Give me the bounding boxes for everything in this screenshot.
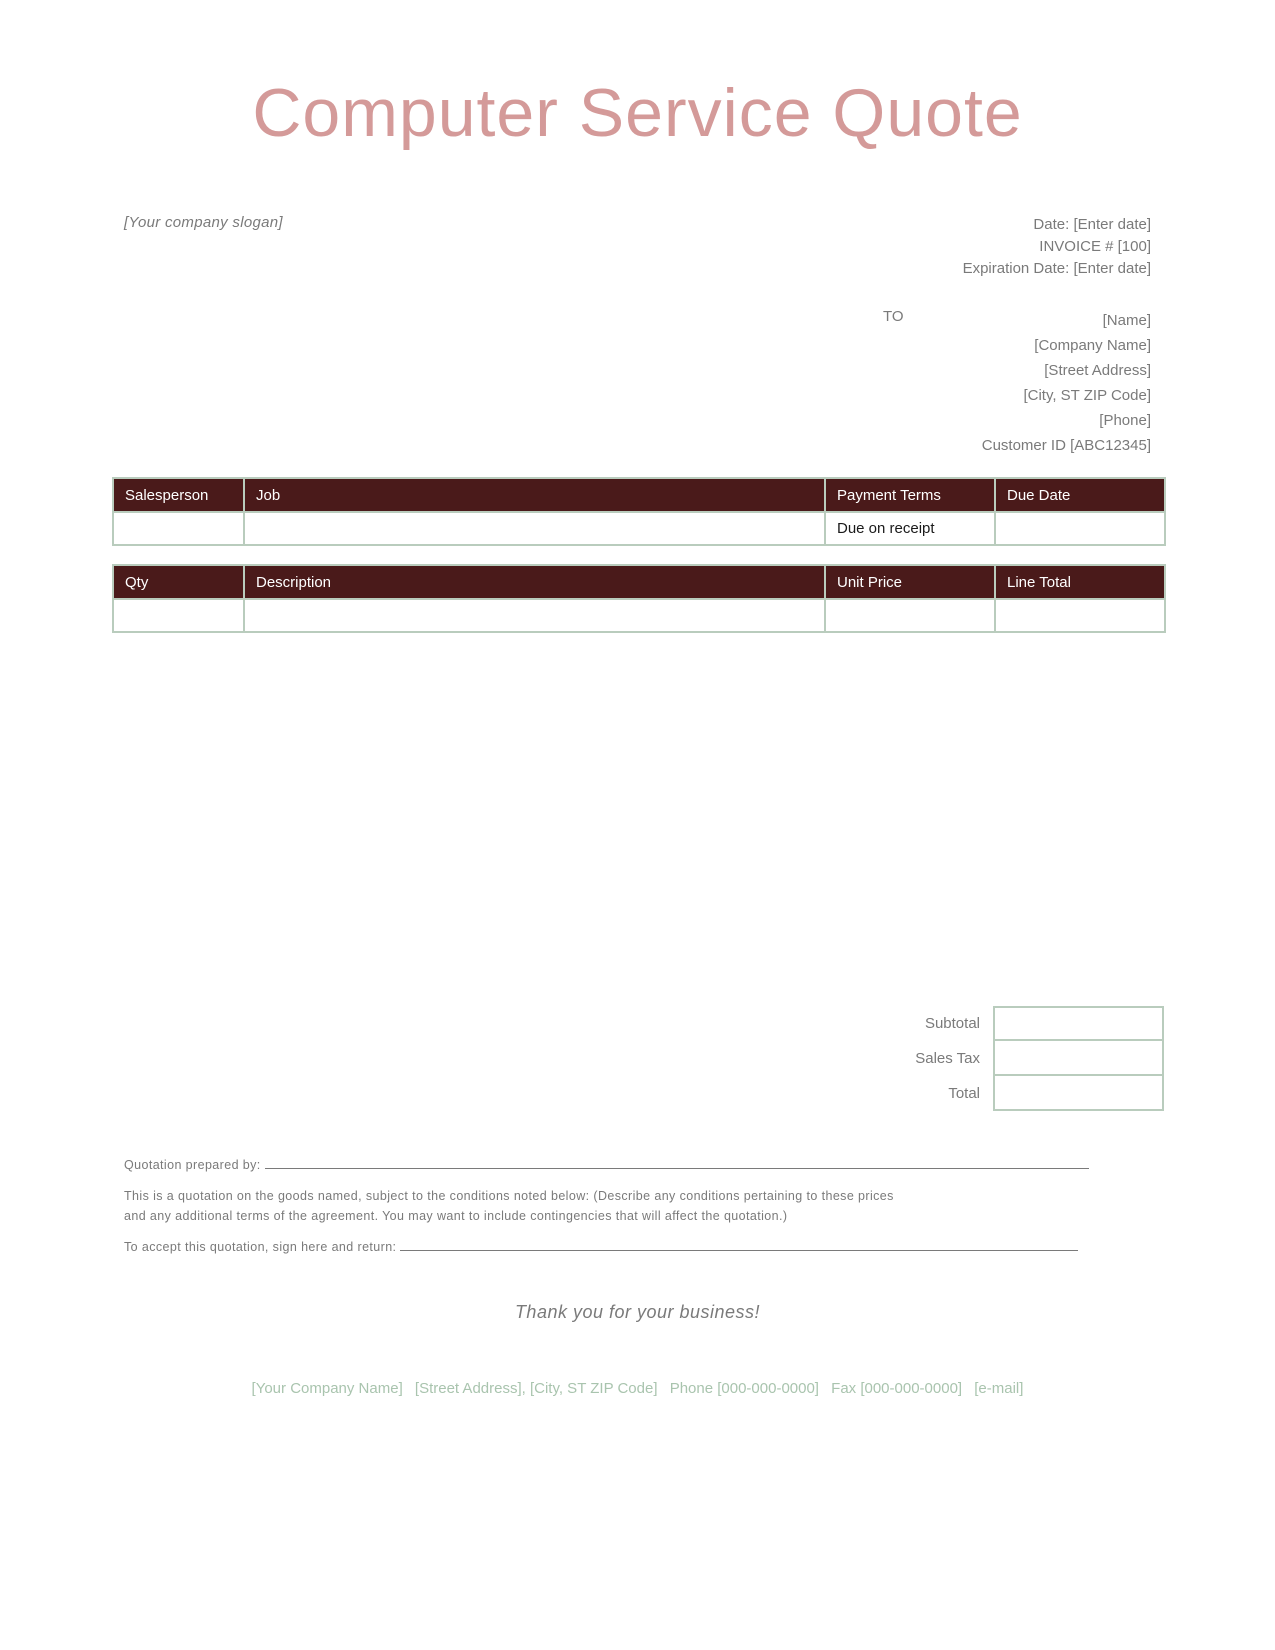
conditions-text xyxy=(124,1186,1104,1226)
accept-label: To accept this quotation, sign here and return: xyxy=(124,1240,397,1254)
header-line-total: Line Total xyxy=(995,565,1165,599)
job-cell[interactable] xyxy=(244,512,825,545)
total-label: Total xyxy=(948,1085,980,1102)
conditions-line-1: This is a quotation on the goods named, subject to the conditions noted below: (Describe any conditions pertaining to these prices xyxy=(124,1189,894,1203)
header-payment-terms: Payment Terms xyxy=(825,478,995,512)
sales-tax-row xyxy=(112,1041,1164,1076)
recipient-street: [Street Address] xyxy=(1044,362,1151,379)
totals-section xyxy=(112,1006,1164,1111)
header-unit-price: Unit Price xyxy=(825,565,995,599)
table-row xyxy=(113,512,1165,545)
to-label: TO xyxy=(883,308,904,325)
date-field: Date: [Enter date] xyxy=(1033,216,1151,233)
customer-id: Customer ID [ABC12345] xyxy=(981,437,1151,454)
recipient-city: [City, ST ZIP Code] xyxy=(1023,387,1151,404)
thank-you-message: Thank you for your business! xyxy=(514,1302,761,1322)
notes-section xyxy=(124,1158,1104,1254)
line-total-cell[interactable] xyxy=(995,599,1165,632)
prepared-by-line xyxy=(124,1158,1104,1172)
salesperson-cell[interactable] xyxy=(113,512,244,545)
quote-meta xyxy=(963,214,1151,280)
job-table-header xyxy=(113,478,1165,512)
due-date-cell[interactable] xyxy=(995,512,1165,545)
recipient-company: [Company Name] xyxy=(1034,337,1151,354)
footer-fax: Fax [000-000-0000] xyxy=(831,1380,963,1397)
expiration-date: Expiration Date: [Enter date] xyxy=(962,260,1151,277)
accept-signature-line[interactable] xyxy=(400,1240,1078,1251)
unit-price-cell[interactable] xyxy=(825,599,995,632)
header-salesperson: Salesperson xyxy=(113,478,244,512)
sales-tax-label: Sales Tax xyxy=(915,1050,980,1067)
footer-company: [Your Company Name] xyxy=(251,1380,403,1397)
invoice-number: INVOICE # [100] xyxy=(1039,238,1151,255)
job-table xyxy=(112,477,1166,546)
accept-line xyxy=(124,1240,1104,1254)
prepared-by-signature-line[interactable] xyxy=(265,1158,1089,1169)
recipient-block xyxy=(982,308,1151,458)
sales-tax-value[interactable] xyxy=(993,1041,1164,1076)
header-description: Description xyxy=(244,565,825,599)
recipient-name: [Name] xyxy=(1102,312,1151,329)
footer-address: [Street Address], [City, ST ZIP Code] xyxy=(414,1380,658,1397)
total-value[interactable] xyxy=(993,1076,1164,1111)
total-row xyxy=(112,1076,1164,1111)
description-cell[interactable] xyxy=(244,599,825,632)
subtotal-row xyxy=(112,1006,1164,1041)
subtotal-label: Subtotal xyxy=(924,1015,980,1032)
conditions-line-2: and any additional terms of the agreement. You may want to include contingencies that will affect the quotation.) xyxy=(124,1209,788,1223)
items-table-header xyxy=(113,565,1165,599)
payment-terms-cell[interactable]: Due on receipt xyxy=(825,512,995,545)
subtotal-value[interactable] xyxy=(993,1006,1164,1041)
qty-cell[interactable] xyxy=(113,599,244,632)
prepared-by-label: Quotation prepared by: xyxy=(124,1158,261,1172)
header-job: Job xyxy=(244,478,825,512)
footer-email: [e-mail] xyxy=(974,1380,1024,1397)
header-due-date: Due Date xyxy=(995,478,1165,512)
table-row xyxy=(113,599,1165,632)
items-table xyxy=(112,564,1166,633)
footer-phone: Phone [000-000-0000] xyxy=(669,1380,819,1397)
recipient-phone: [Phone] xyxy=(1099,412,1151,429)
company-slogan: [Your company slogan] xyxy=(124,214,283,231)
page-title: Computer Service Quote xyxy=(252,75,1023,151)
footer xyxy=(0,1380,1275,1397)
header-qty: Qty xyxy=(113,565,244,599)
